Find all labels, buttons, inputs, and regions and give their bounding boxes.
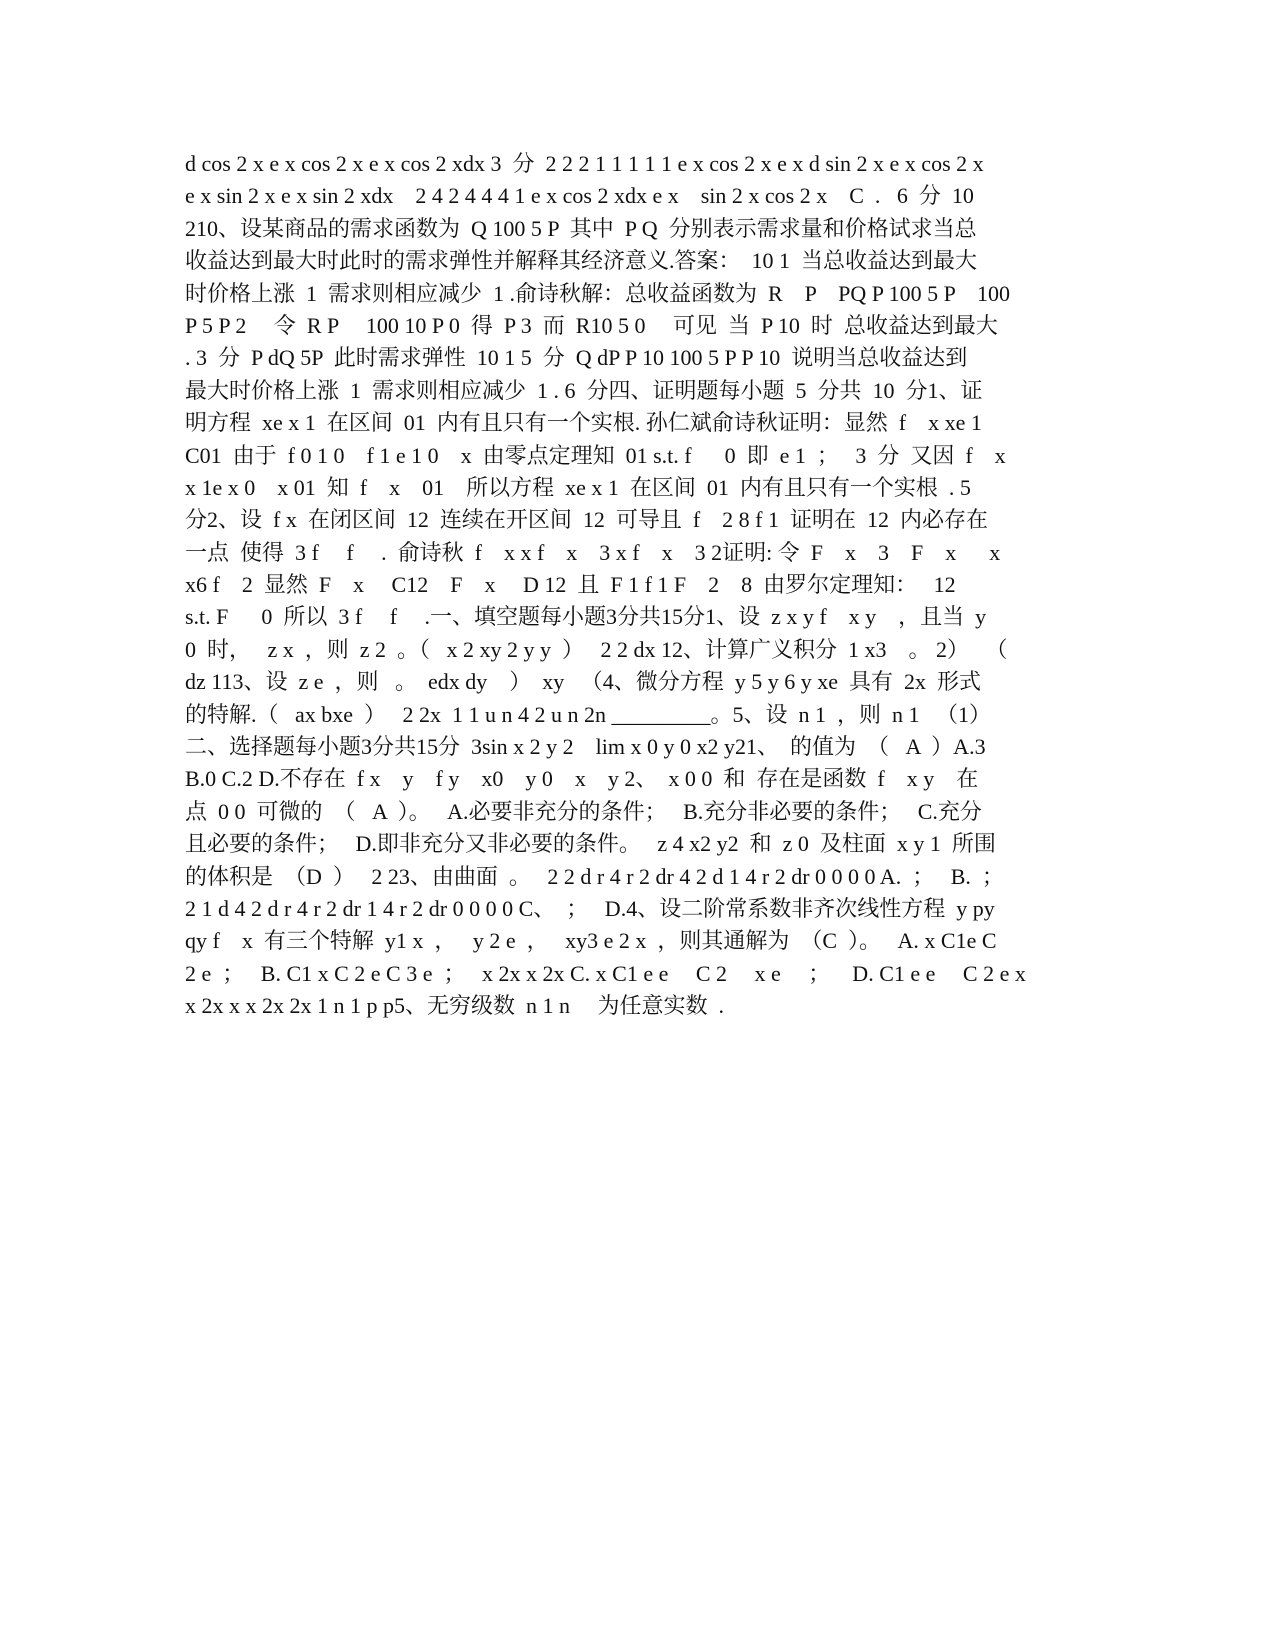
text-line: 的体积是 （D ） 2 23、由曲面 。 2 2 d r 4 r 2 dr 4 2 d 1 4 r 2 dr 0 0 0 0 A. ； B. ； (185, 863, 1004, 889)
text-line: 2 e ； B. C1 x C 2 e C 3 e ； x 2x x 2x C. x C1 e e C 2 x e ； D. C1 e e C 2 e x (185, 960, 1026, 986)
document-body (185, 148, 1105, 1023)
text-line: 二、选择题每小题3分共15分 3sin x 2 y 2 lim x 0 y 0 x2 y21、 的值为 （ A ）A.3 (185, 734, 986, 760)
text-line: 且必要的条件； D.即非充分又非必要的条件。 z 4 x2 y2 和 z 0 及柱面 x y 1 所围 (185, 831, 996, 857)
text-line: 最大时价格上涨 1 需求则相应减少 1 . 6 分四、证明题每小题 5 分共 10 分1、证 (185, 377, 983, 403)
text-line: 明方程 xe x 1 在区间 01 内有且只有一个实根. 孙仁斌俞诗秋证明：显然 f x xe 1 (185, 410, 982, 436)
text-line: 时价格上涨 1 需求则相应减少 1 .俞诗秋解：总收益函数为 R P PQ P 100 5 P 100 (185, 280, 1011, 306)
text-line: 2 1 d 4 2 d r 4 r 2 dr 1 4 r 2 dr 0 0 0 0 C、 ； D.4、设二阶常系数非齐次线性方程 y py (185, 895, 995, 921)
text-line: 0 时， z x ，则 z 2 。（ x 2 xy 2 y y ） 2 2 dx 12、计算广义积分 1 x3 。 2） （ (185, 636, 1008, 662)
text-line: C01 由于 f 0 1 0 f 1 e 1 0 x 由零点定理知 01 s.t. f 0 即 e 1 ； 3 分 又因 f x (185, 442, 1006, 468)
text-line: x 2x x x 2x 2x 1 n 1 p p5、无穷级数 n 1 n 为任意实数 . (185, 993, 725, 1019)
text-line: x6 f 2 显然 F x C12 F x D 12 且 F 1 f 1 F 2 8 由罗尔定理知： 12 (185, 572, 956, 598)
text-line: B.0 C.2 D.不存在 f x y f y x0 y 0 x y 2、 x 0 0 和 存在是函数 f x y 在 (185, 766, 979, 792)
text-line: dz 113、设 z e ，则 。 edx dy ） xy （4、微分方程 y 5 y 6 y xe 具有 2x 形式 (185, 669, 982, 695)
text-line: 的特解.（ ax bxe ） 2 2x 1 1 u n 4 2 u n 2n _________。5、设 n 1 ，则 n 1 （1） (185, 701, 992, 727)
text-line: qy f x 有三个特解 y1 x ， y 2 e ， xy3 e 2 x ，则其通解为 （C ）。 A. x C1e C (185, 928, 997, 954)
text-line: s.t. F 0 所以 3 f f .一、填空题每小题3分共15分1、设 z x y f x y ，且当 y (185, 604, 987, 630)
text-line: 一点 使得 3 f f . 俞诗秋 f x x f x 3 x f x 3 2证明: 令 F x 3 F x x (185, 539, 1001, 565)
text-line: x 1e x 0 x 01 知 f x 01 所以方程 xe x 1 在区间 01 内有且只有一个实根 . 5 (185, 474, 971, 500)
text-line: . 3 分 P dQ 5P 此时需求弹性 10 1 5 分 Q dP P 10 100 5 P P 10 说明当总收益达到 (185, 345, 968, 371)
text-line: 210、设某商品的需求函数为 Q 100 5 P 其中 P Q 分别表示需求量和价格试求当总 (185, 215, 977, 241)
text-line: 收益达到最大时此时的需求弹性并解释其经济意义.答案： 10 1 当总收益达到最大 (185, 248, 978, 274)
text-line: P 5 P 2 令 R P 100 10 P 0 得 P 3 而 R10 5 0 可见 当 P 10 时 总收益达到最大 (185, 312, 998, 338)
text-line: 点 0 0 可微的 （ A ）。 A.必要非充分的条件； B.充分非必要的条件； C.充分 (185, 798, 982, 824)
text-line: 分2、设 f x 在闭区间 12 连续在开区间 12 可导且 f 2 8 f 1 证明在 12 内必存在 (185, 507, 988, 533)
text-line: e x sin 2 x e x sin 2 xdx 2 4 2 4 4 4 1 e x cos 2 xdx e x sin 2 x cos 2 x C . 6 分 10 (185, 183, 974, 209)
text-line: d cos 2 x e x cos 2 x e x cos 2 xdx 3 分 2 2 2 1 1 1 1 1 e x cos 2 x e x d sin 2 x e x cos 2 x (185, 151, 984, 176)
